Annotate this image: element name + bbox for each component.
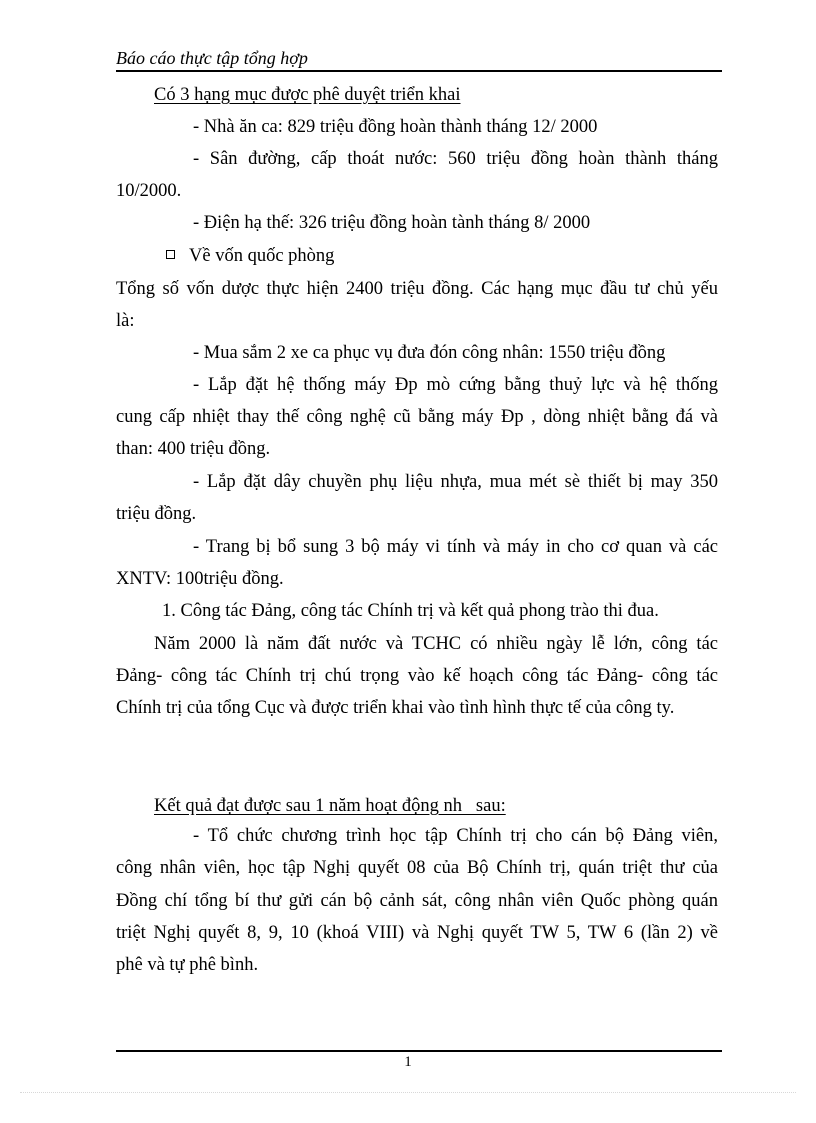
list-item-continuation: Đồng chí tổng bí thư gửi cán bộ cảnh sát, công nhân viên Quốc phòng quán xyxy=(116,891,718,911)
list-item-continuation: phê và tự phê bình. xyxy=(116,955,259,975)
list-item: - Lắp đặt hệ thống máy Đp mò cứng bằng thuỷ lực và hệ thống xyxy=(193,375,718,395)
paragraph-line: Tổng số vốn dược thực hiện 2400 triệu đồng. Các hạng mục đầu tư chủ yếu xyxy=(116,279,718,299)
list-item: - Trang bị bổ sung 3 bộ máy vi tính và máy in cho cơ quan và các xyxy=(193,537,718,557)
numbered-heading: 1. Công tác Đảng, công tác Chính trị và kết quả phong trào thi đua. xyxy=(162,601,659,621)
page-number: 1 xyxy=(404,1054,412,1070)
page-header: Báo cáo thực tập tổng hợp xyxy=(116,48,722,72)
list-item-continuation: công nhân viên, học tập Nghị quyết 08 của Bộ Chính trị, quán triệt thư của xyxy=(116,858,718,878)
list-item: - Tổ chức chương trình học tập Chính trị cho cán bộ Đảng viên, xyxy=(193,826,718,846)
list-item-continuation: XNTV: 100triệu đồng. xyxy=(116,569,284,589)
square-bullet-icon xyxy=(166,250,175,259)
list-item: - Nhà ăn ca: 829 triệu đồng hoàn thành tháng 12/ 2000 xyxy=(193,117,598,137)
paragraph-line: là: xyxy=(116,311,135,331)
list-item: - Mua sắm 2 xe ca phục vụ đưa đón công nhân: 1550 triệu đồng xyxy=(193,343,666,363)
list-item-continuation: triệu đồng. xyxy=(116,504,197,524)
paragraph-line: Đảng- công tác Chính trị chú trọng vào kế hoạch công tác Đảng- công tác xyxy=(116,666,718,686)
list-item-continuation: than: 400 triệu đồng. xyxy=(116,439,271,459)
section-heading-approved-items: Có 3 hạng mục được phê duyệt triển khai xyxy=(154,85,461,105)
list-item: - Điện hạ thế: 326 triệu đồng hoàn tành tháng 8/ 2000 xyxy=(193,213,591,233)
list-item: - Sân đường, cấp thoát nước: 560 triệu đồng hoàn thành tháng xyxy=(193,149,718,169)
footer-divider xyxy=(116,1050,722,1052)
list-item: - Lắp đặt dây chuyền phụ liệu nhựa, mua mét sè thiết bị may 350 xyxy=(193,472,718,492)
section-heading-results: Kết quả đạt được sau 1 năm hoạt động nh sau: xyxy=(154,796,506,816)
list-item-continuation: triệt Nghị quyết 8, 9, 10 (khoá VIII) và Nghị quyết TW 5, TW 6 (lần 2) về xyxy=(116,923,718,943)
page-bottom-border xyxy=(20,1092,796,1093)
section-heading-defense-capital xyxy=(166,246,334,267)
paragraph-line: Năm 2000 là năm đất nước và TCHC có nhiều ngày lễ lớn, công tác xyxy=(154,634,718,654)
list-item-continuation: cung cấp nhiệt thay thế công nghệ cũ bằng máy Đp , dòng nhiệt bằng đá và xyxy=(116,407,718,427)
list-item-continuation: 10/2000. xyxy=(116,181,182,201)
section-heading-label: Về vốn quốc phòng xyxy=(189,246,335,266)
paragraph-line: Chính trị của tổng Cục và được triển khai vào tình hình thực tế của công ty. xyxy=(116,698,675,718)
